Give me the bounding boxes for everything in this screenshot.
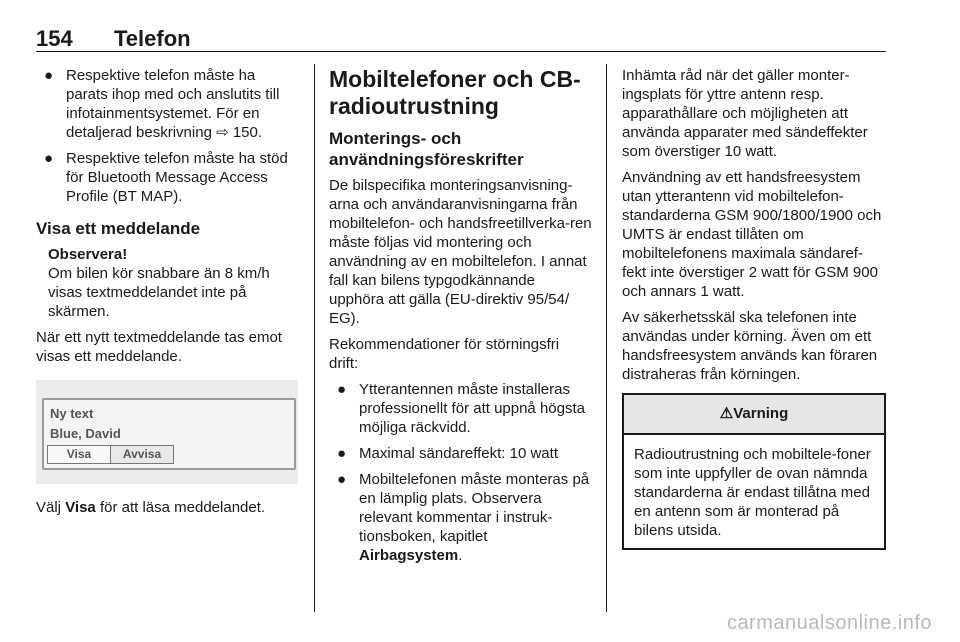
column-3	[622, 66, 886, 550]
note-text: Om bilen kör snabbare än 8 km/h visas textmeddelandet inte på skärmen.	[48, 265, 270, 320]
message-dialog	[42, 398, 296, 470]
warning-title: Varning	[733, 405, 789, 422]
view-button: Visa	[47, 445, 111, 464]
paragraph: Av säkerhetsskäl ska telefonen inte användas under körning. Även om ett handsfreesystem används kan föraren distraheras från körningen.	[622, 309, 878, 383]
warning-icon: ⚠	[719, 405, 734, 422]
bullet-item: ● Maximal sändareffekt: 10 watt	[337, 445, 558, 462]
warning-header	[624, 395, 884, 435]
column-divider	[606, 64, 607, 612]
watermark: carmanualsonline.info	[726, 612, 932, 634]
paragraph: Användning av ett handsfreesystem utan ytterantenn vid mobiltelefon-standarderna GSM 900/1800/1900 och UMTS är endast tillåten om mobiltelefonens maximala sändaref-fekt inte överstiger 2 watt för GSM 900 och annars 1 watt.	[622, 169, 882, 300]
bullet-dot-icon: ●	[337, 445, 347, 462]
paragraph: Inhämta råd när det gäller monter-ingsplats för yttre antenn resp. apparathållare och möjligheten att använda apparater med sändeffekter som överstiger 10 watt.	[622, 67, 868, 160]
bullet-dot-icon: ●	[44, 150, 54, 167]
warning-box	[622, 393, 886, 550]
page-header	[36, 26, 886, 50]
column-1	[36, 66, 300, 524]
section-heading: Mobiltelefoner och CB-radioutrustning	[329, 66, 581, 119]
bullet-dot-icon: ●	[337, 381, 347, 398]
paragraph: När ett nytt textmeddelande tas emot visas ett meddelande.	[36, 329, 282, 365]
bullet-dot-icon: ●	[337, 471, 347, 488]
bullet-dot-icon: ●	[44, 67, 54, 84]
chapter-ref: Airbagsystem	[359, 547, 459, 564]
page-ref-arrow-icon: ⇨	[216, 124, 229, 141]
display-screenshot	[36, 380, 298, 484]
paragraph: Välj Visa för att läsa meddelandet.	[36, 499, 266, 516]
header-rule	[36, 51, 886, 52]
page-number: 154	[36, 26, 73, 51]
page-title: Telefon	[114, 26, 191, 51]
subsection-heading: Monterings- och användningsföreskrifter	[329, 129, 524, 169]
note-block	[36, 245, 300, 321]
paragraph: Rekommendationer för störningsfri drift:	[329, 336, 560, 372]
dialog-sender: Blue, David	[50, 426, 121, 441]
reject-button: Avvisa	[110, 445, 174, 464]
bullet-item: ● Ytterantennen måste installeras professionellt för att uppnå högsta möjliga räckvidd.	[337, 381, 585, 436]
warning-text: Radioutrustning och mobiltele-foner som inte uppfyller de ovan nämnda standarderna är endast tillåtna med en antenn som är monterad på bilens utsida.	[634, 446, 871, 539]
dialog-title: Ny text	[50, 406, 94, 421]
dialog-buttons	[47, 445, 174, 463]
note-label: Observera!	[48, 246, 128, 263]
bullet-item: ● Respektive telefon måste ha stöd för Bluetooth Message Access Profile (BT MAP).	[44, 150, 288, 205]
paragraph: De bilspecifika monteringsanvisning-arna och användaranvisningarna från mobiltelefon- och handsfreetillverka-ren måste följas vid montering och användning av en mobiltelefon. I annat fall kan bilens typgodkännande upphöra att gälla (EU-direktiv 95/54/ EG).	[329, 177, 592, 327]
section-heading: Visa ett meddelande	[36, 219, 201, 238]
column-divider	[314, 64, 315, 612]
column-2	[329, 66, 592, 572]
bullet-item: ● Respektive telefon måste ha parats ihop med och anslutits till infotainmentsystemet. För en detaljerad beskrivning ⇨ 150.	[44, 67, 280, 141]
bullet-item: ● Mobiltelefonen måste monteras på en lämplig plats. Observera relevant kommentar i instruk-tionsboken, kapitlet Airbagsystem.	[337, 471, 590, 564]
